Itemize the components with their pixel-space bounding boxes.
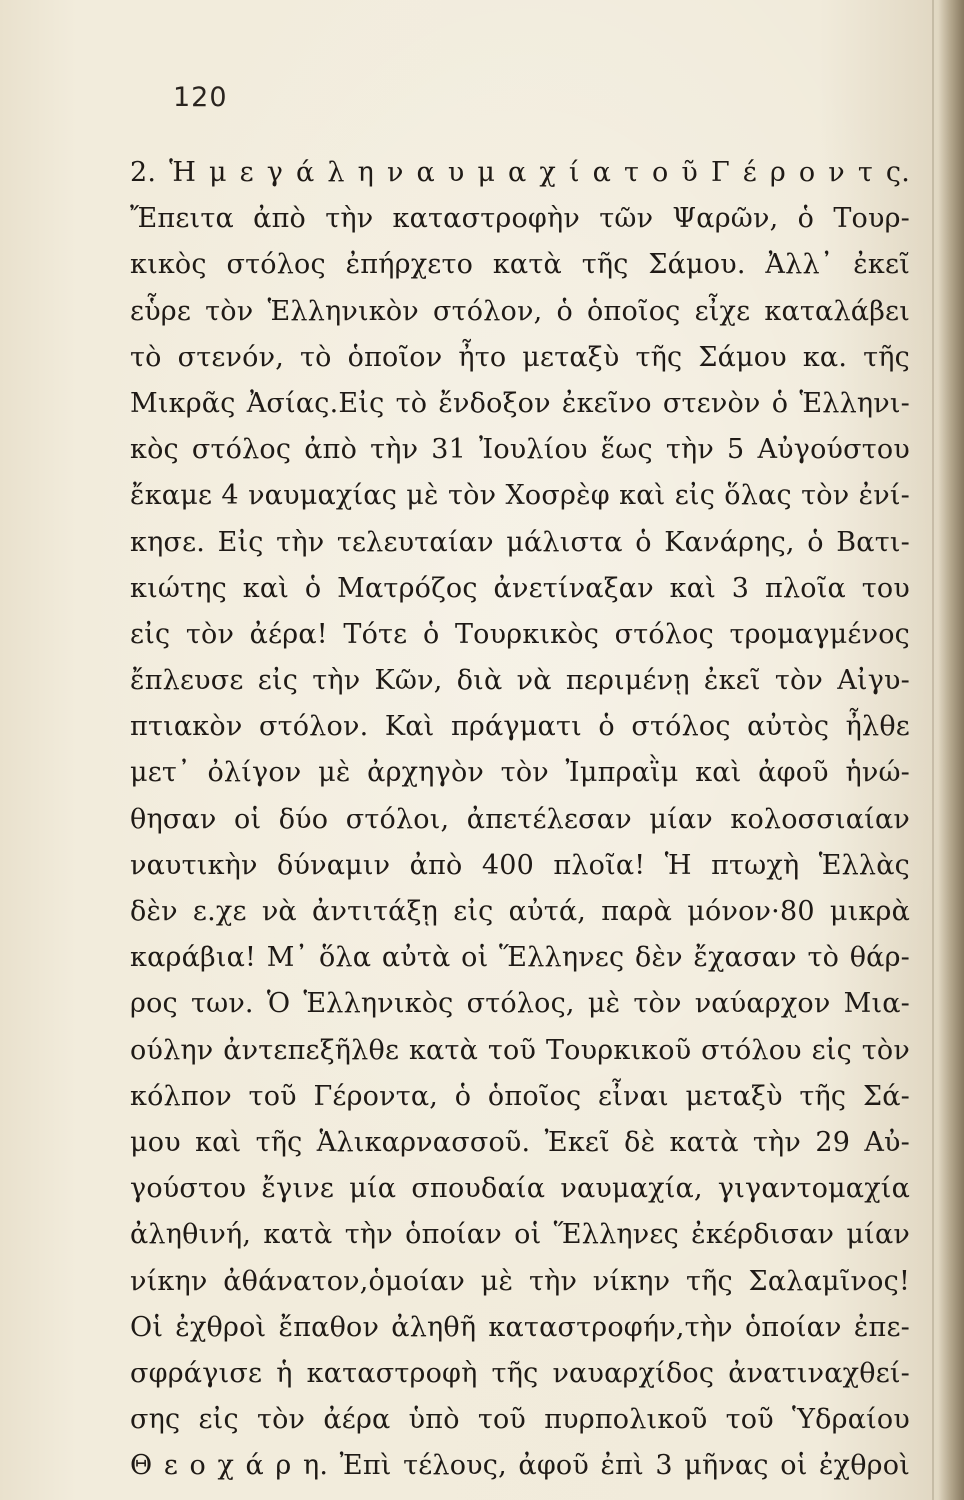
text-line: εὗρε τὸν Ἑλληνικὸν στόλον, ὁ ὁποῖος εἶχε καταλάβει xyxy=(130,295,910,327)
text-line: δὲν ε.χε νὰ ἀντιτάξῃ εἰς αὐτά, παρὰ μόνον·80 μικρὰ xyxy=(130,896,910,927)
text-line: μετ᾽ ὀλίγον μὲ ἀρχηγὸν τὸν Ἰμπραῒμ καὶ ἀφοῦ ἡνώ- xyxy=(130,757,910,789)
text-line: θησαν οἱ δύο στόλοι, ἀπετέλεσαν μίαν κολοσσιαίαν xyxy=(130,803,910,835)
text-line: Οἱ ἐχθροὶ ἔπαθον ἀληθῆ καταστροφήν,τὴν ὁποίαν ἐπε- xyxy=(130,1311,910,1343)
text-line: ἔκαμε 4 ναυμαχίας μὲ τὸν Χοσρὲφ καὶ εἰς ὅλας τὸν ἐνί- xyxy=(130,480,910,512)
text-line: Ἔπειτα ἀπὸ τὴν καταστροφὴν τῶν Ψαρῶν, ὁ Τουρ- xyxy=(130,203,910,235)
text-line: Μικρᾶς Ἀσίας.Εἰς τὸ ἔνδοξον ἐκεῖνο στενὸν ὁ Ἑλληνι- xyxy=(130,387,910,419)
text-line: Θ ε ο χ ά ρ η. Ἐπὶ τέλους, ἀφοῦ ἐπὶ 3 μῆνας οἱ ἐχθροὶ xyxy=(130,1450,910,1482)
text-line: κόλπον τοῦ Γέροντα, ὁ ὁποῖος εἶναι μεταξὺ τῆς Σά- xyxy=(130,1080,910,1112)
page-number: 120 xyxy=(173,82,228,113)
text-line: ἔπλευσε εἰς τὴν Κῶν, διὰ νὰ περιμένῃ ἐκεῖ τὸν Αἰγυ- xyxy=(130,665,910,697)
page-fold-line xyxy=(932,0,934,1500)
text-line: κησε. Εἰς τὴν τελευταίαν μάλιστα ὁ Κανάρης, ὁ Βατι- xyxy=(130,526,910,558)
text-line: ἀληθινή, κατὰ τὴν ὁποίαν οἱ Ἕλληνες ἐκέρδισαν μίαν xyxy=(130,1219,910,1251)
text-line: 2. Ἡ μ ε γ ά λ η ν α υ μ α χ ί α τ ο ῦ Γ έ ρ ο ν τ ς. xyxy=(130,157,910,188)
body-text xyxy=(130,150,910,1489)
text-line: νίκην ἀθάνατον,ὁμοίαν μὲ τὴν νίκην τῆς Σαλαμῖνος! xyxy=(130,1265,910,1297)
text-line: ναυτικὴν δύναμιν ἀπὸ 400 πλοῖα! Ἡ πτωχὴ Ἑλλὰς xyxy=(130,849,910,881)
text-line: σης εἰς τὸν ἀέρα ὑπὸ τοῦ πυρπολικοῦ τοῦ Ὑδραίου xyxy=(130,1404,910,1436)
text-line: τὸ στενόν, τὸ ὁποῖον ἦτο μεταξὺ τῆς Σάμου κα. τῆς xyxy=(130,341,910,373)
text-line: καράβια! Μ᾽ ὅλα αὐτὰ οἱ Ἕλληνες δὲν ἔχασαν τὸ θάρ- xyxy=(130,942,910,974)
page-edge-shadow xyxy=(938,0,964,1500)
text-line: σφράγισε ἡ καταστροφὴ τῆς ναυαρχίδος ἀνατιναχθεί- xyxy=(130,1357,910,1389)
text-line: γούστου ἔγινε μία σπουδαία ναυμαχία, γιγαντομαχία xyxy=(130,1173,910,1205)
text-line: εἰς τὸν ἀέρα! Τότε ὁ Τουρκικὸς στόλος τρομαγμένος xyxy=(130,618,910,650)
text-line: κιώτης καὶ ὁ Ματρόζος ἀνετίναξαν καὶ 3 πλοῖα του xyxy=(130,572,910,604)
text-line: κὸς στόλος ἀπὸ τὴν 31 Ἰουλίου ἕως τὴν 5 Αὐγούστου xyxy=(130,434,910,466)
text-line: ούλην ἀντεπεξῆλθε κατὰ τοῦ Τουρκικοῦ στόλου εἰς τὸν xyxy=(130,1034,910,1066)
text-line: μου καὶ τῆς Ἁλικαρνασσοῦ. Ἐκεῖ δὲ κατὰ τὴν 29 Αὐ- xyxy=(130,1126,910,1158)
text-line: πτιακὸν στόλον. Καὶ πράγματι ὁ στόλος αὐτὸς ἦλθε xyxy=(130,711,910,743)
text-line: κικὸς στόλος ἐπήρχετο κατὰ τῆς Σάμου. Ἀλλ᾽ ἐκεῖ xyxy=(130,249,910,281)
text-line: ρος των. Ὁ Ἑλληνικὸς στόλος, μὲ τὸν ναύαρχον Μια- xyxy=(130,988,910,1020)
